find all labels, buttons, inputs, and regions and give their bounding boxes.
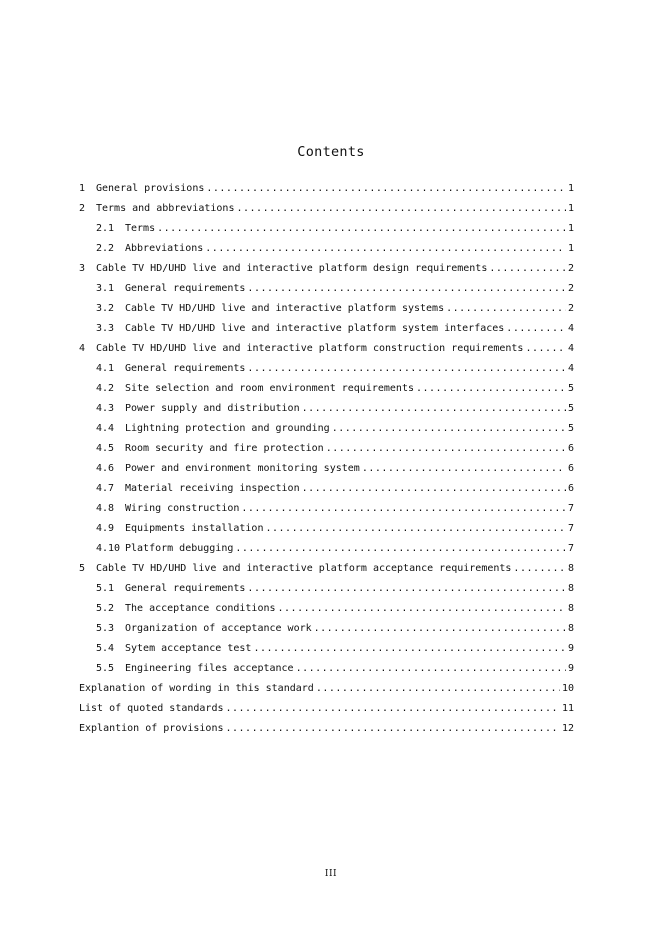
toc-dot-leader [316, 681, 560, 697]
toc-entry-number: 3.2 [96, 303, 115, 314]
toc-entry-page: 8 [567, 563, 574, 574]
toc-entry-title: Engineering files acceptance [125, 663, 294, 674]
toc-entry-page: 2 [567, 283, 574, 294]
toc-entry-number: 4.10 [96, 543, 121, 554]
toc-dot-leader [302, 481, 566, 497]
toc-entry-page: 7 [567, 543, 574, 554]
toc-entry[interactable] [79, 301, 574, 321]
toc-entry-page: 4 [567, 343, 574, 354]
toc-entry-page: 9 [567, 643, 574, 654]
toc-entry-number: 4.8 [96, 503, 115, 514]
toc-entry-number: 5.2 [96, 603, 115, 614]
toc-dot-leader [326, 441, 566, 457]
toc-dot-leader [513, 561, 566, 577]
toc-entry[interactable] [79, 261, 574, 281]
toc-entry-title: General requirements [125, 363, 246, 374]
toc-dot-leader [226, 701, 560, 717]
page-number: III [324, 869, 338, 879]
toc-dot-leader [253, 641, 566, 657]
toc-entry-page: 7 [567, 523, 574, 534]
toc-entry[interactable] [79, 341, 574, 361]
toc-entry[interactable] [79, 181, 574, 201]
toc-entry-page: 2 [567, 263, 574, 274]
toc-dot-leader [302, 401, 566, 417]
toc-entry-title: Material receiving inspection [125, 483, 300, 494]
toc-entry-title: The acceptance conditions [125, 603, 276, 614]
toc-entry-title: Cable TV HD/UHD live and interactive platform construction requirements [96, 343, 524, 354]
toc-dot-leader [157, 221, 566, 237]
toc-entry-title: Terms [125, 223, 156, 234]
toc-entry-number: 5.5 [96, 663, 115, 674]
toc-entry-title: Platform debugging [125, 543, 234, 554]
toc-entry[interactable] [79, 361, 574, 381]
toc-entry-number: 4.7 [96, 483, 115, 494]
toc-entry[interactable] [79, 601, 574, 621]
toc-entry-page: 5 [567, 403, 574, 414]
toc-dot-leader [506, 321, 566, 337]
toc-entry-title: Cable TV HD/UHD live and interactive platform system interfaces [125, 323, 505, 334]
toc-entry-page: 1 [567, 203, 574, 214]
toc-entry-number: 3.3 [96, 323, 115, 334]
toc-entry-page: 6 [567, 463, 574, 474]
toc-entry[interactable] [79, 701, 574, 721]
toc-entry-number: 4 [79, 343, 86, 354]
toc-dot-leader [416, 381, 566, 397]
toc-dot-leader [362, 461, 566, 477]
toc-dot-leader [525, 341, 566, 357]
toc-entry-number: 2 [79, 203, 86, 214]
toc-entry[interactable] [79, 281, 574, 301]
toc-entry[interactable] [79, 721, 574, 741]
toc-entry-title: Terms and abbreviations [96, 203, 235, 214]
toc-dot-leader [247, 281, 566, 297]
toc-entry-page: 7 [567, 503, 574, 514]
toc-entry-page: 1 [567, 183, 574, 194]
toc-dot-leader [236, 201, 565, 217]
toc-entry-number: 4.1 [96, 363, 115, 374]
toc-dot-leader [241, 501, 566, 517]
toc-entry-title: Organization of acceptance work [125, 623, 312, 634]
toc-dot-leader [489, 261, 566, 277]
toc-entry-number: 4.6 [96, 463, 115, 474]
toc-entry[interactable] [79, 241, 574, 261]
toc-entry-title: Power and environment monitoring system [125, 463, 360, 474]
toc-entry[interactable] [79, 621, 574, 641]
toc-entry[interactable] [79, 641, 574, 661]
toc-dot-leader [265, 521, 565, 537]
toc-entry-title: General provisions [96, 183, 205, 194]
toc-entry[interactable] [79, 421, 574, 441]
table-of-contents [79, 181, 574, 741]
toc-dot-leader [206, 181, 566, 197]
toc-entry-page: 8 [567, 603, 574, 614]
toc-entry-title: General requirements [125, 583, 246, 594]
toc-entry-title: Explantion of provisions [79, 723, 224, 734]
toc-entry-page: 4 [567, 363, 574, 374]
toc-entry-page: 6 [567, 443, 574, 454]
toc-entry[interactable] [79, 441, 574, 461]
toc-dot-leader [332, 421, 566, 437]
toc-entry-number: 1 [79, 183, 86, 194]
toc-entry[interactable] [79, 661, 574, 681]
toc-entry-title: Cable TV HD/UHD live and interactive platform acceptance requirements [96, 563, 512, 574]
toc-entry-title: Cable TV HD/UHD live and interactive platform design requirements [96, 263, 488, 274]
toc-entry-number: 5 [79, 563, 86, 574]
toc-entry-title: Sytem acceptance test [125, 643, 252, 654]
toc-dot-leader [296, 661, 566, 677]
toc-entry[interactable] [79, 481, 574, 501]
toc-entry-number: 3 [79, 263, 86, 274]
toc-entry-number: 4.2 [96, 383, 115, 394]
toc-entry-number: 3.1 [96, 283, 115, 294]
toc-entry[interactable] [79, 221, 574, 241]
toc-entry-number: 2.1 [96, 223, 115, 234]
toc-entry-page: 10 [561, 683, 574, 694]
toc-entry-title: Lightning protection and grounding [125, 423, 330, 434]
toc-entry-page: 9 [567, 663, 574, 674]
toc-dot-leader [314, 621, 566, 637]
toc-entry-title: Abbreviations [125, 243, 204, 254]
toc-entry[interactable] [79, 681, 574, 701]
toc-entry[interactable] [79, 561, 574, 581]
toc-entry[interactable] [79, 461, 574, 481]
toc-entry[interactable] [79, 501, 574, 521]
toc-dot-leader [226, 721, 560, 737]
toc-entry-number: 5.1 [96, 583, 115, 594]
toc-entry[interactable] [79, 381, 574, 401]
toc-entry-number: 2.2 [96, 243, 115, 254]
toc-entry-title: Power supply and distribution [125, 403, 300, 414]
toc-entry-page: 4 [567, 323, 574, 334]
toc-dot-leader [247, 581, 566, 597]
toc-entry-number: 4.4 [96, 423, 115, 434]
toc-entry[interactable] [79, 321, 574, 341]
toc-entry-number: 4.9 [96, 523, 115, 534]
toc-entry-title: Equipments installation [125, 523, 264, 534]
toc-entry-page: 11 [561, 703, 574, 714]
toc-entry-page: 2 [567, 303, 574, 314]
toc-entry-page: 5 [567, 383, 574, 394]
toc-entry-page: 6 [567, 483, 574, 494]
toc-entry-page: 1 [567, 243, 574, 254]
toc-dot-leader [247, 361, 566, 377]
toc-entry[interactable] [79, 521, 574, 541]
toc-entry-title: List of quoted standards [79, 703, 224, 714]
toc-dot-leader [278, 601, 566, 617]
toc-entry-title: Site selection and room environment requirements [125, 383, 414, 394]
toc-entry[interactable] [79, 201, 574, 221]
toc-dot-leader [235, 541, 566, 557]
page-title: Contents [297, 144, 365, 160]
toc-entry-title: Cable TV HD/UHD live and interactive platform systems [125, 303, 445, 314]
toc-entry-number: 5.4 [96, 643, 115, 654]
toc-entry-number: 4.3 [96, 403, 115, 414]
toc-entry-title: Explanation of wording in this standard [79, 683, 314, 694]
toc-entry[interactable] [79, 401, 574, 421]
toc-entry-page: 5 [567, 423, 574, 434]
toc-entry-title: General requirements [125, 283, 246, 294]
toc-entry-title: Room security and fire protection [125, 443, 324, 454]
toc-entry[interactable] [79, 541, 574, 561]
toc-entry-page: 8 [567, 583, 574, 594]
toc-entry-page: 1 [567, 223, 574, 234]
toc-dot-leader [205, 241, 566, 257]
toc-entry-title: Wiring construction [125, 503, 240, 514]
toc-entry-page: 12 [561, 723, 574, 734]
toc-entry-page: 8 [567, 623, 574, 634]
toc-entry[interactable] [79, 581, 574, 601]
toc-entry-number: 5.3 [96, 623, 115, 634]
toc-entry-number: 4.5 [96, 443, 115, 454]
toc-dot-leader [446, 301, 566, 317]
